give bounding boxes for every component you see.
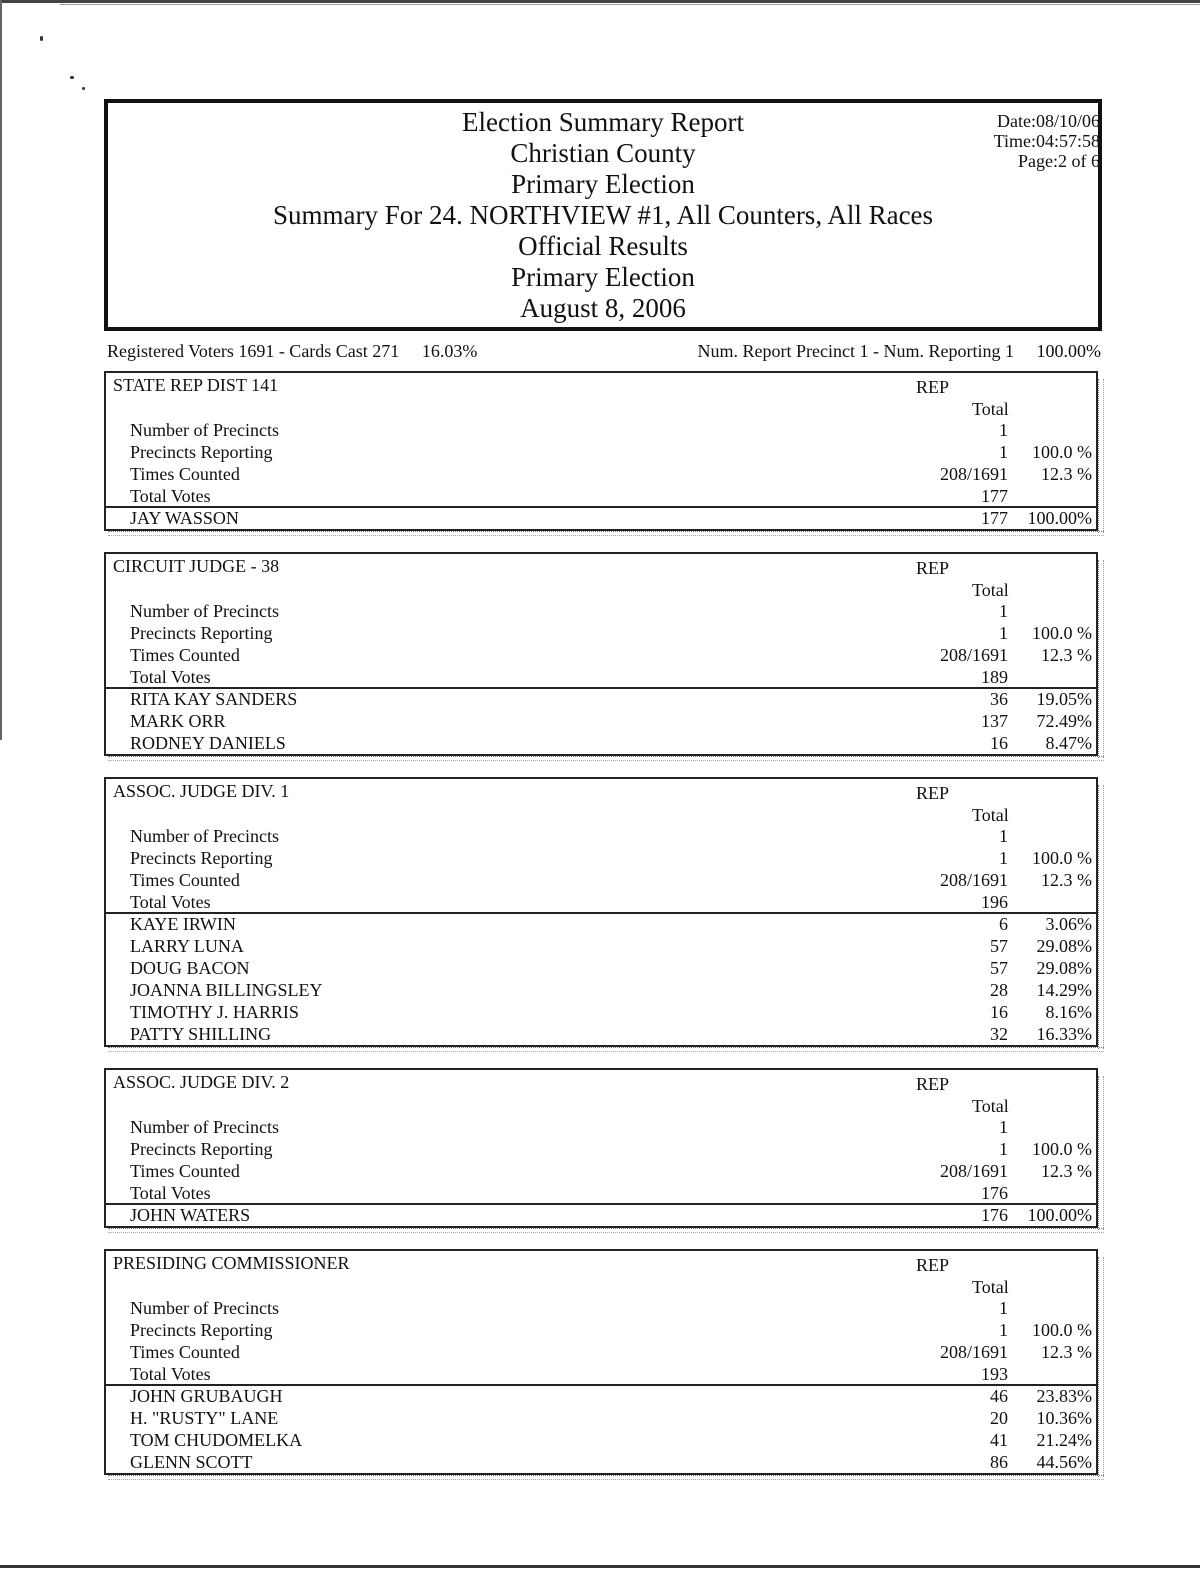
stat-percent: 100.0 % [1032,848,1092,868]
precincts-reporting-row [106,441,1096,463]
race-box [104,1068,1098,1228]
candidate-votes: 16 [990,733,1008,753]
candidate-name: TIMOTHY J. HARRIS [130,1002,299,1022]
stat-value: 208/1691 [939,464,1008,484]
candidate-name: JOANNA BILLINGSLEY [130,980,323,1000]
reporting-summary [698,341,1101,362]
report-meta [994,111,1100,171]
candidate-votes: 177 [981,508,1008,528]
scan-speck [40,36,43,41]
candidate-percent: 44.56% [1036,1452,1092,1472]
candidate-row [106,688,1096,710]
stat-value: 1 [999,442,1008,462]
report-header [104,99,1102,331]
party-label: REP [916,1255,950,1275]
scan-edge-bottom [0,1565,1200,1568]
summary-scope: Summary For 24. NORTHVIEW #1, All Counters, All Races [272,200,934,230]
times-counted-row [106,1160,1096,1182]
scan-edge-top-line [60,4,1200,5]
stat-value: 1 [999,623,1008,643]
candidate-name: LARRY LUNA [130,936,244,956]
scan-speck [70,76,74,79]
scan-artifact-right [1098,379,1104,533]
candidate-row [106,1451,1096,1473]
stat-label: Times Counted [130,870,240,890]
scan-speck [82,87,85,90]
race-box [104,371,1098,531]
candidate-percent: 29.08% [1036,936,1092,956]
candidate-percent: 16.33% [1036,1024,1092,1044]
total-votes-row [106,666,1096,688]
candidate-percent: 72.49% [1036,711,1092,731]
stat-label: Times Counted [130,1342,240,1362]
election-type-repeat: Primary Election [511,262,695,292]
candidate-percent: 100.00% [1027,1205,1092,1225]
candidate-name: MARK ORR [130,711,226,731]
number-of-precincts-row [106,1116,1096,1138]
race-box [104,552,1098,756]
stat-value: 1 [999,1320,1008,1340]
stat-value: 177 [981,486,1008,506]
stat-value: 208/1691 [939,870,1008,890]
candidate-name: TOM CHUDOMELKA [130,1430,303,1450]
candidate-name: GLENN SCOTT [130,1452,253,1472]
candidate-row [106,710,1096,732]
candidate-row [106,1385,1096,1407]
report-page: Page:2 of 6 [1018,151,1100,171]
candidate-votes: 32 [990,1024,1008,1044]
stat-percent: 100.0 % [1032,442,1092,462]
scan-artifact-right [1098,560,1104,758]
candidate-row [106,507,1096,529]
candidate-row [106,1023,1096,1045]
candidate-percent: 29.08% [1036,958,1092,978]
race-title: CIRCUIT JUDGE - 38 [113,556,280,576]
registered-voters-summary [107,341,477,362]
total-column-header: Total [972,805,1009,825]
turnout-pct: 16.03% [421,341,478,361]
stat-label: Precincts Reporting [130,1139,273,1159]
candidate-votes: 137 [981,711,1008,731]
party-label: REP [916,377,950,397]
precincts-reporting-row [106,1319,1096,1341]
candidate-row [106,1429,1096,1451]
report-date: Date:08/10/06 [997,111,1100,131]
stat-value: 1 [999,826,1008,846]
stat-label: Number of Precincts [130,826,279,846]
number-of-precincts-row [106,600,1096,622]
precincts-reporting-row [106,1138,1096,1160]
precincts-reporting-row [106,622,1096,644]
stat-label: Number of Precincts [130,1117,279,1137]
scan-edge-top [0,0,1200,3]
candidate-votes: 28 [990,980,1008,1000]
stat-value: 176 [981,1183,1008,1203]
stat-percent: 100.0 % [1032,1320,1092,1340]
race-box [104,777,1098,1047]
stat-value: 193 [981,1364,1008,1384]
stat-percent: 12.3 % [1041,645,1092,665]
candidate-name: PATTY SHILLING [130,1024,272,1044]
scan-artifact-bottom [108,1475,1104,1480]
candidate-votes: 57 [990,936,1008,956]
stat-percent: 12.3 % [1041,870,1092,890]
candidate-votes: 6 [999,914,1008,934]
candidate-votes: 46 [990,1386,1008,1406]
candidate-name: KAYE IRWIN [130,914,236,934]
stat-label: Total Votes [130,1183,211,1203]
candidate-votes: 16 [990,1002,1008,1022]
candidate-name: JAY WASSON [130,508,239,528]
precincts-reporting-row [106,847,1096,869]
party-label: REP [916,1074,950,1094]
total-column-header: Total [972,1277,1009,1297]
times-counted-row [106,463,1096,485]
number-of-precincts-row [106,1297,1096,1319]
race-title: PRESIDING COMMISSIONER [113,1253,350,1273]
candidate-row [106,957,1096,979]
candidate-percent: 8.47% [1045,733,1092,753]
stat-value: 1 [999,1139,1008,1159]
candidate-percent: 100.00% [1027,508,1092,528]
candidate-percent: 21.24% [1036,1430,1092,1450]
candidate-row [106,1001,1096,1023]
candidate-votes: 176 [981,1205,1008,1225]
reporting-pct: 100.00% [1036,341,1101,361]
race-title: ASSOC. JUDGE DIV. 2 [113,1072,290,1092]
stat-value: 208/1691 [939,1161,1008,1181]
scan-artifact-bottom [108,531,1104,536]
election-date: August 8, 2006 [520,293,686,323]
total-column-header: Total [972,580,1009,600]
report-time: Time:04:57:58 [993,131,1100,151]
stat-percent: 100.0 % [1032,1139,1092,1159]
candidate-name: H. "RUSTY" LANE [130,1408,279,1428]
stat-value: 1 [999,420,1008,440]
total-votes-row [106,1182,1096,1204]
times-counted-row [106,869,1096,891]
candidate-row [106,1204,1096,1226]
stat-value: 196 [981,892,1008,912]
scan-artifact-right [1098,1076,1104,1230]
candidate-name: JOHN WATERS [130,1205,251,1225]
registered-voters-text: Registered Voters 1691 - Cards Cast 271 [107,341,400,361]
candidate-percent: 3.06% [1045,914,1092,934]
scan-edge-left [0,0,2,740]
candidate-votes: 36 [990,689,1008,709]
race-box [104,1249,1098,1475]
stat-percent: 100.0 % [1032,623,1092,643]
candidate-percent: 8.16% [1045,1002,1092,1022]
candidate-votes: 41 [990,1430,1008,1450]
results-status: Official Results [518,231,688,261]
race-title: ASSOC. JUDGE DIV. 1 [113,781,290,801]
stat-label: Times Counted [130,645,240,665]
candidate-votes: 20 [990,1408,1008,1428]
number-of-precincts-row [106,825,1096,847]
stat-percent: 12.3 % [1041,1161,1092,1181]
scan-artifact-bottom [108,1228,1104,1233]
stat-value: 208/1691 [939,645,1008,665]
stat-percent: 12.3 % [1041,1342,1092,1362]
total-column-header: Total [972,1096,1009,1116]
candidate-row [106,913,1096,935]
stat-value: 1 [999,601,1008,621]
candidate-name: RITA KAY SANDERS [130,689,298,709]
stat-label: Total Votes [130,486,211,506]
stat-value: 1 [999,1298,1008,1318]
stat-label: Precincts Reporting [130,623,273,643]
reporting-text: Num. Report Precinct 1 - Num. Reporting 1 [697,341,1014,361]
candidate-row [106,1407,1096,1429]
party-label: REP [916,558,950,578]
candidate-percent: 14.29% [1036,980,1092,1000]
candidate-percent: 23.83% [1036,1386,1092,1406]
stat-label: Precincts Reporting [130,1320,273,1340]
candidate-votes: 57 [990,958,1008,978]
total-votes-row [106,485,1096,507]
stat-label: Number of Precincts [130,601,279,621]
total-votes-row [106,891,1096,913]
total-column-header: Total [972,399,1009,419]
number-of-precincts-row [106,419,1096,441]
stat-label: Precincts Reporting [130,848,273,868]
stat-label: Total Votes [130,667,211,687]
candidate-row [106,979,1096,1001]
stat-value: 1 [999,848,1008,868]
stat-value: 208/1691 [939,1342,1008,1362]
stat-label: Times Counted [130,464,240,484]
candidate-name: DOUG BACON [130,958,250,978]
report-title: Election Summary Report [462,107,744,137]
stat-percent: 12.3 % [1041,464,1092,484]
stat-label: Number of Precincts [130,1298,279,1318]
stat-label: Total Votes [130,892,211,912]
candidate-percent: 10.36% [1036,1408,1092,1428]
stat-label: Total Votes [130,1364,211,1384]
candidate-name: JOHN GRUBAUGH [130,1386,283,1406]
election-type: Primary Election [511,169,695,199]
report-title-block [108,107,1098,324]
stat-label: Times Counted [130,1161,240,1181]
total-votes-row [106,1363,1096,1385]
times-counted-row [106,644,1096,666]
stat-value: 1 [999,1117,1008,1137]
candidate-votes: 86 [990,1452,1008,1472]
party-label: REP [916,783,950,803]
candidate-row [106,935,1096,957]
candidate-name: RODNEY DANIELS [130,733,286,753]
scan-artifact-bottom [108,1047,1104,1052]
scan-artifact-right [1098,785,1104,1049]
race-title: STATE REP DIST 141 [113,375,279,395]
candidate-row [106,732,1096,754]
candidate-percent: 19.05% [1036,689,1092,709]
county-name: Christian County [510,138,696,168]
scan-artifact-right [1098,1257,1104,1477]
times-counted-row [106,1341,1096,1363]
stat-value: 189 [981,667,1008,687]
stat-label: Number of Precincts [130,420,279,440]
stat-label: Precincts Reporting [130,442,273,462]
scan-artifact-bottom [108,756,1104,761]
